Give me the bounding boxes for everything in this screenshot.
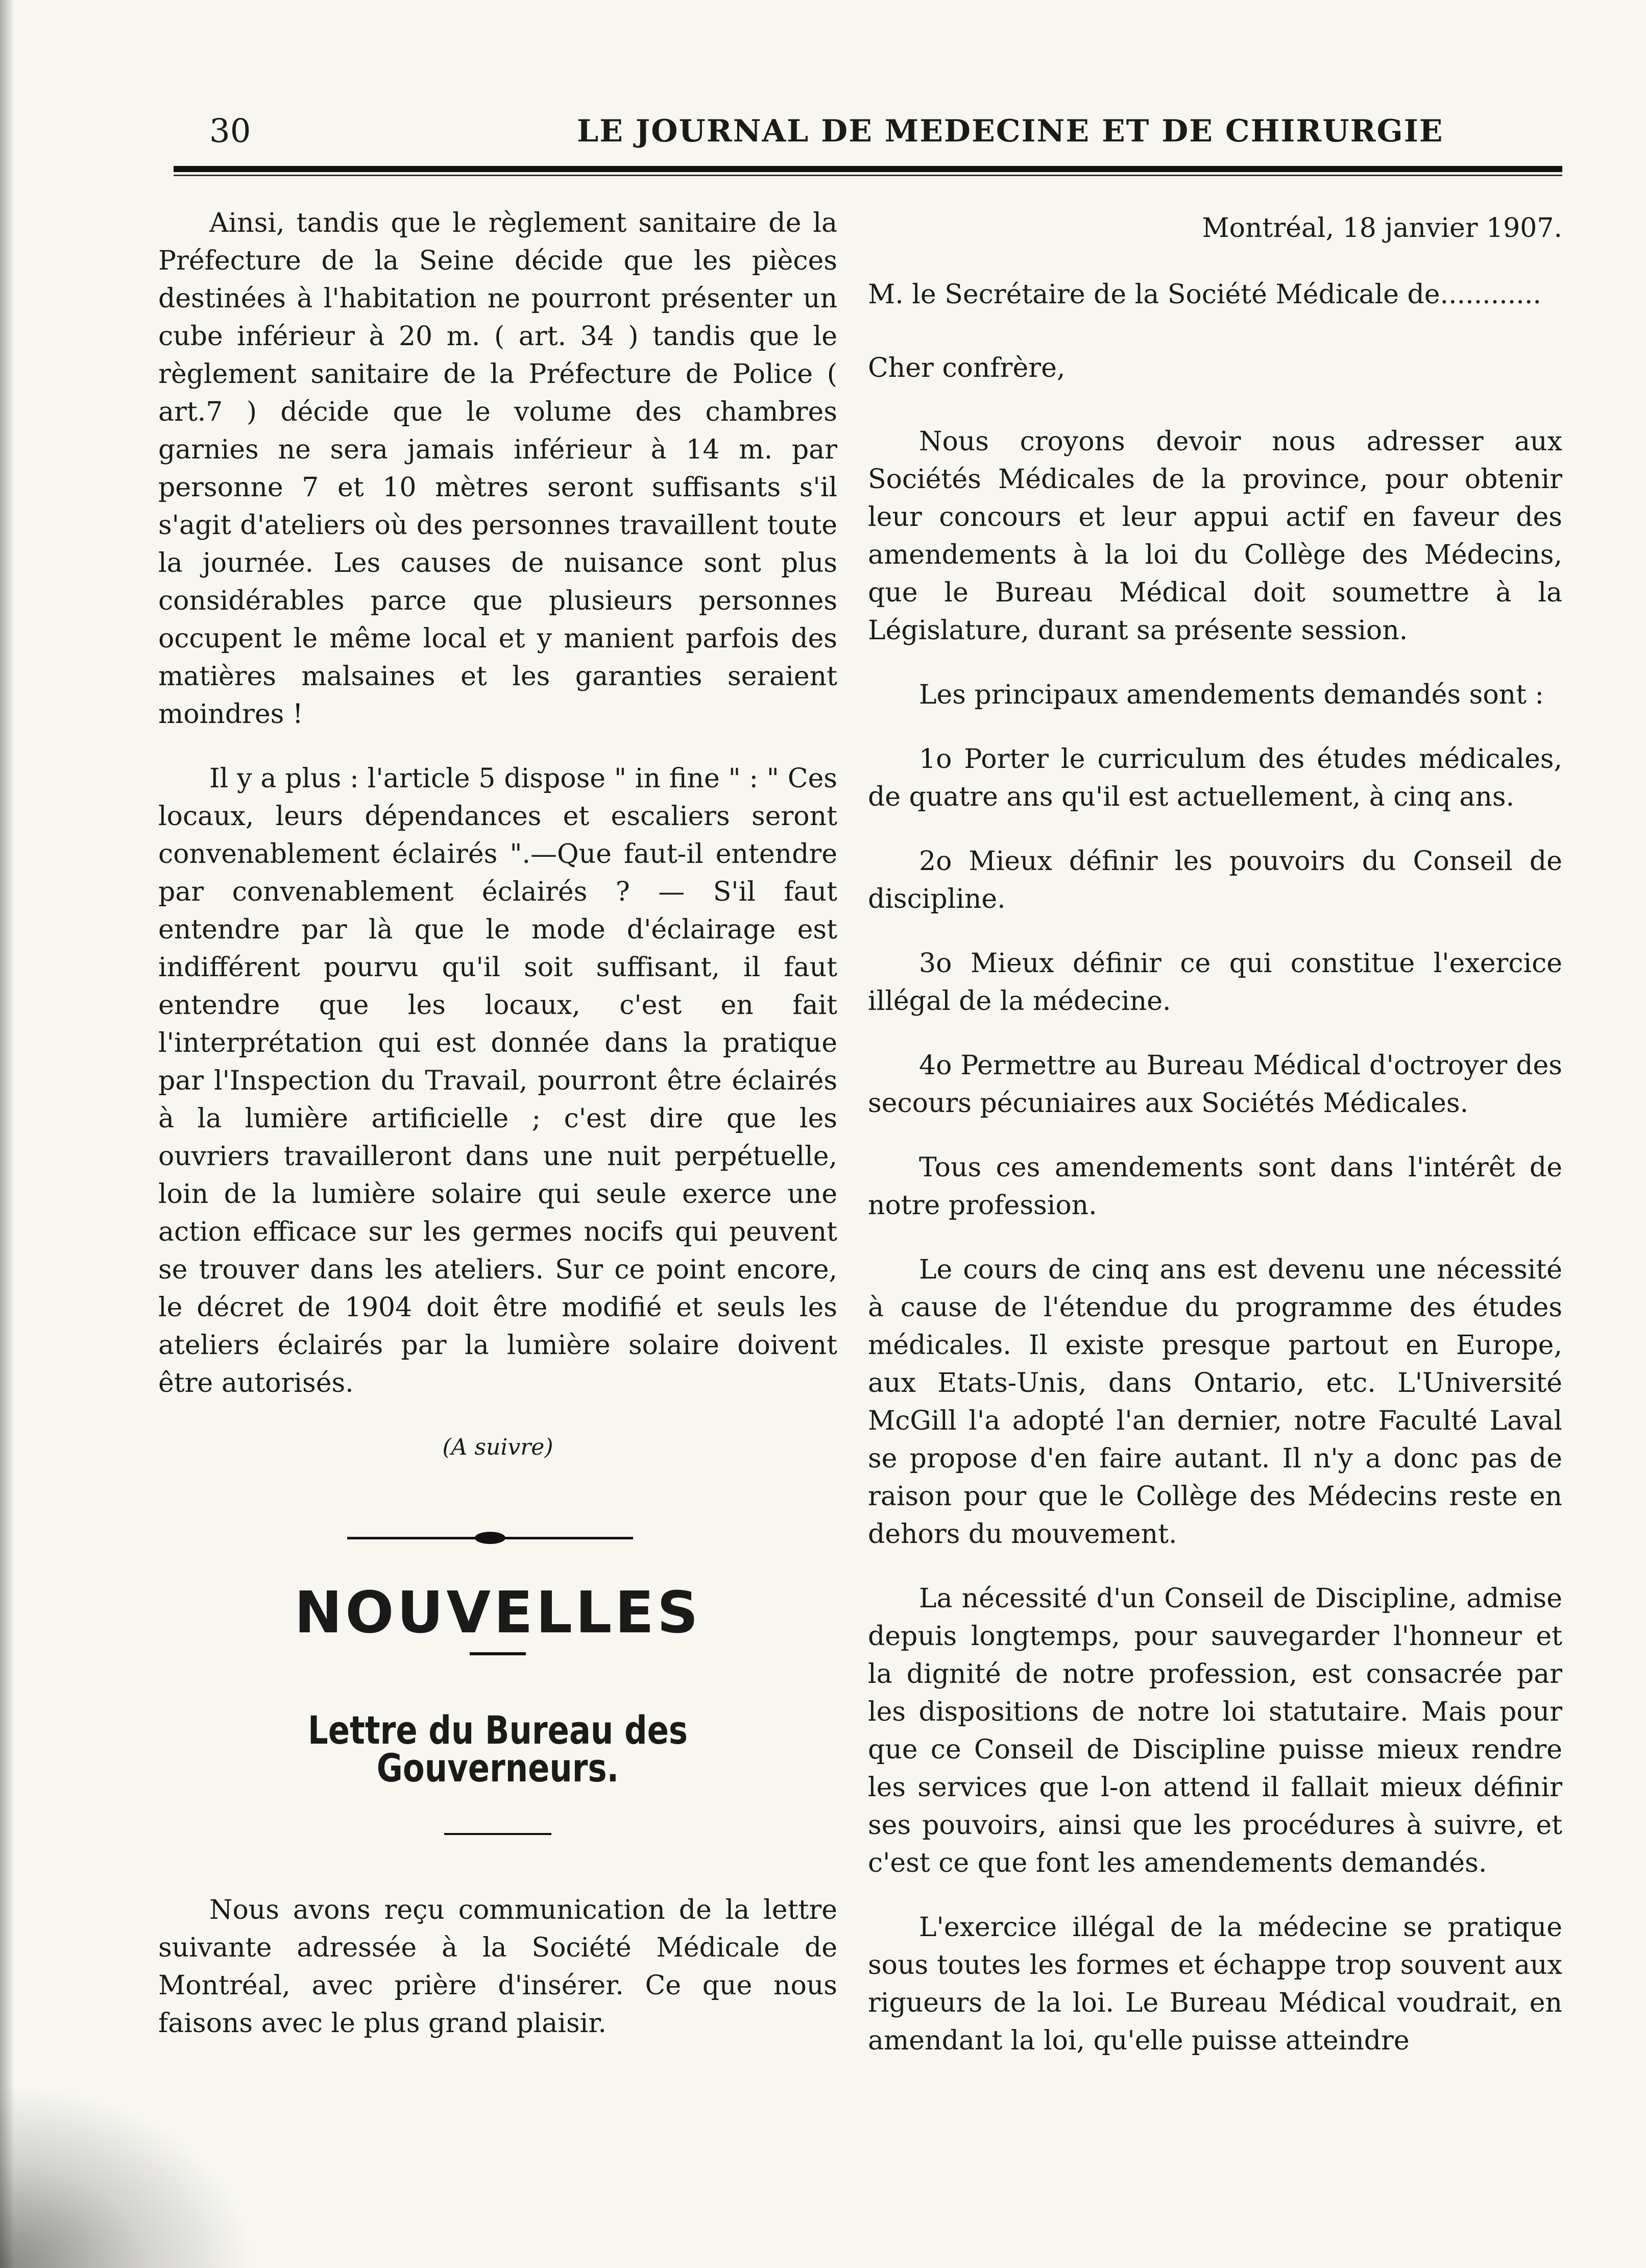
paragraph: L'exercice illégal de la médecine se pratique sous toutes les formes et échappe trop souvent aux rigueurs de la loi. Le Bureau Médical voudrait, en amendant la loi, qu'elle puisse atteindre: [868, 1912, 1562, 2056]
paragraph: Il y a plus : l'article 5 dispose " in fine " : " Ces locaux, leurs dépendances et escaliers seront convenablement éclairés ".—Que faut-il entendre par convenablement éclairés ? — S'il faut entendre par là que le mode d'éclairage est indifférent pourvu qu'il soit suffisant, il faut entendre que les locaux, c'est en fait l'interprétation qui est donnée dans la pratique par l'Inspection du Travail, pourront être éclairés à la lumière artificielle ; c'est dire que les ouvriers travailleront dans une nuit perpétuelle, loin de la lumière solaire qui seule exerce une action efficace sur les germes nocifs qui peuvent se trouver dans les ateliers. Sur ce point encore, le décret de 1904 doit être modifié et seuls les ateliers éclairés par la lumière solaire doivent être autorisés.: [158, 763, 837, 1398]
letter-date: Montréal, 18 janvier 1907.: [1202, 213, 1562, 244]
scan-edge-shadow: [0, 0, 14, 2268]
right-column: [868, 204, 1562, 2086]
letter-address: M. le Secrétaire de la Société Médicale de............: [868, 279, 1541, 310]
section-rule: [470, 1652, 526, 1655]
list-item: 3o Mieux définir ce qui constitue l'exercice illégal de la médecine.: [868, 948, 1562, 1017]
continued-note: (A suivre): [442, 1434, 553, 1460]
header-rule-thin: [174, 175, 1562, 176]
scan-smudge: [0, 2084, 255, 2268]
header-rule: [174, 166, 1562, 172]
left-column: [158, 204, 837, 2069]
list-item: 2o Mieux définir les pouvoirs du Conseil de discipline.: [868, 846, 1562, 914]
paragraph: Les principaux amendements demandés sont :: [919, 680, 1544, 710]
paragraph: Le cours de cinq ans est devenu une nécessité à cause de l'étendue du programme des études médicales. Il existe presque partout en Europe, aux Etats-Unis, dans Ontario, etc. L'Université McGill l'a adopté l'an dernier, notre Faculté Laval se propose d'en faire autant. Il n'y a donc pas de raison pour que le Collège des Médecins reste en dehors du mouvement.: [868, 1254, 1562, 1550]
ornament-divider: [158, 1528, 837, 1548]
paragraph: Ainsi, tandis que le règlement sanitaire de la Préfecture de la Seine décide que les pièces destinées à l'habitation ne pourront présenter un cube inférieur à 20 m. ( art. 34 ) tandis que le règlement sanitaire de la Préfecture de Police ( art.7 ) décide que le volume des chambres garnies ne sera jamais inférieur à 14 m. par personne 7 et 10 mètres seront suffisants s'il s'agit d'ateliers où des personnes travaillent toute la journée. Les causes de nuisance sont plus considérables parce que plusieurs personnes occupent le même local et y manient parfois des matières malsaines et les garanties seraient moindres !: [158, 208, 837, 730]
paragraph: La nécessité d'un Conseil de Discipline, admise depuis longtemps, pour sauvegarder l'honneur et la dignité de notre profession, est consacrée par les dispositions de notre loi statutaire. Mais pour que ce Conseil de Discipline puisse mieux rendre les services que l-on attend il fallait mieux définir ses pouvoirs, ainsi que les procédures à suivre, et c'est ce que font les amendements demandés.: [868, 1583, 1562, 1878]
letter-salutation: Cher confrère,: [868, 353, 1066, 383]
article-rule: [444, 1833, 551, 1835]
ornament-dot: [475, 1532, 505, 1544]
running-title: LE JOURNAL DE MEDECINE ET DE CHIRURGIE: [577, 113, 1444, 149]
list-item: 4o Permettre au Bureau Médical d'octroyer des secours pécuniaires aux Sociétés Médicales.: [868, 1050, 1562, 1119]
list-item: 1o Porter le curriculum des études médicales, de quatre ans qu'il est actuellement, à cinq ans.: [868, 744, 1562, 812]
page-header: [168, 102, 1572, 158]
article-title: Lettre du Bureau des Gouverneurs.: [308, 1707, 688, 1791]
paragraph: Nous avons reçu communication de la lettre suivante adressée à la Société Médicale de Montréal, avec prière d'insérer. Ce que nous faisons avec le plus grand plaisir.: [158, 1895, 837, 2039]
section-title: NOUVELLES: [294, 1580, 701, 1646]
page-number: 30: [209, 112, 251, 150]
paragraph: Nous croyons devoir nous adresser aux Sociétés Médicales de la province, pour obtenir leur concours et leur appui actif en faveur des amendements à la loi du Collège des Médecins, que le Bureau Médical doit soumettre à la Législature, durant sa présente session.: [868, 426, 1562, 646]
paragraph: Tous ces amendements sont dans l'intérêt de notre profession.: [868, 1152, 1562, 1221]
